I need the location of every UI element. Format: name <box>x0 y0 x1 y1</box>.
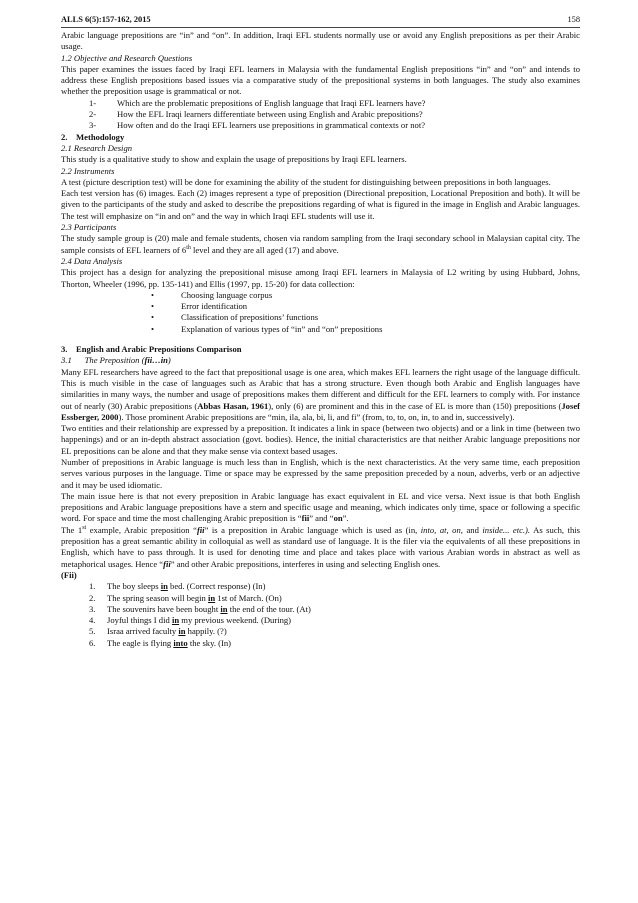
bullet-icon: • <box>151 312 155 323</box>
list-item <box>89 98 580 109</box>
list-text <box>107 581 265 592</box>
section-2-2-text-2: Each test version has (6) images. Each (2) images represent a type of preposition (Directional preposition, Locational Preposition and both). It will be given to the participants of the study and asked to describe the prepositions regarding of what is figured in the image in English and Arabic languages. The test will emphasize on “in and on” and the way in which Iraqi EFL students will use it. <box>61 188 580 221</box>
preposition: in <box>207 592 216 603</box>
list-item <box>89 626 580 637</box>
list-item <box>89 638 580 649</box>
list-text <box>107 593 282 604</box>
text-run: example, Arabic preposition “ <box>86 524 197 535</box>
text-run: on <box>333 513 343 524</box>
list-number: 1. <box>89 581 96 592</box>
section-2-3-heading: 2.3 Participants <box>61 222 117 233</box>
text-run: Joyful things I did <box>107 615 172 626</box>
list-text: Choosing language corpus <box>181 289 273 300</box>
text-run: Israa arrived faculty <box>107 626 179 637</box>
list-item <box>151 301 580 312</box>
fii-label: (Fii) <box>61 569 77 580</box>
examples-list <box>61 581 580 649</box>
text-run: into, at, on, <box>420 524 463 535</box>
list-number: 1- <box>89 97 97 108</box>
text-run: level and they are all aged (17) and above. <box>190 244 339 255</box>
running-header <box>61 14 580 26</box>
list-item <box>151 290 580 301</box>
research-questions-list <box>61 98 580 132</box>
list-item <box>89 615 580 626</box>
header-rule <box>61 27 580 28</box>
section-2-2-heading: 2.2 Instruments <box>61 165 115 176</box>
section-3-1-heading <box>61 355 580 366</box>
list-number: 6. <box>89 637 96 648</box>
section-3-1-text-3: Number of prepositions in Arabic language is much less than in English, which is the next characteristics. At the very same time, each preposition serves various purposes in the language. Time or space may be expressed by the same preposition preceded by a noun, adverbs, verb or an adjective and it may be used idiomatic. <box>61 456 580 490</box>
text-run: The boy sleeps <box>107 581 161 592</box>
preposition: into <box>173 637 188 648</box>
section-2-4-text: This project has a design for analyzing the prepositional misuse among Iraqi EFL learners in Malaysia of L2 writing by using Hubbard, Johns, Thorton, Wheeler (1996, pp. 135-141) and Ellis (1997, pp. 15-20) for data collection: <box>61 267 580 289</box>
intro-paragraph: Arabic language prepositions are “in” and “on”. In addition, Iraqi EFL students normally use or avoid any English prepositions as per their Arabic usage. <box>61 30 580 52</box>
list-item <box>89 109 580 120</box>
bullet-icon: • <box>151 323 155 334</box>
text-run: ” and other Arabic prepositions, interferes in using and selecting English ones. <box>170 558 441 569</box>
list-text: Classification of prepositions’ functions <box>181 312 319 323</box>
text-run: inside... etc.). <box>482 524 531 535</box>
text-run: fii…in <box>144 355 168 366</box>
list-text: Explanation of various types of “in” and “on” prepositions <box>181 323 383 334</box>
paper-page <box>61 14 580 649</box>
list-text <box>107 615 291 626</box>
citation: Abbas Hasan, 1961 <box>197 400 269 411</box>
list-text: How often and do the Iraqi EFL learners use prepositions in grammatical contexts or not? <box>117 120 426 131</box>
section-3-1-text-2: Two entities and their relationship are expressed by a preposition. It indicates a link in space (between two objects) and or a link in time (between two happenings) and or an in-depth abstract association (govt. bodies). Hence, the initial characteristics are that neither Arabic language prepositions nor EL prepositions can be alone and that they make sense via context based usages. <box>61 423 580 456</box>
text-run: As such, this preposition has a great semantic ability in colloquial as well as standard use of language. It is the filer via the equivalents of all these prepositions in English, which have to pass through. It is used for denoting time and place and takes place with various Arabian words in abstract as well as metaphorical usages. Hence “ <box>61 524 581 569</box>
section-2-3-text <box>61 233 580 256</box>
text-run: ), only (6) are prominent and this in the case of EL is more than (150) prepositions ( <box>268 400 562 411</box>
list-text <box>107 638 231 649</box>
text-run: happily. (?) <box>185 626 227 637</box>
list-item <box>151 324 580 335</box>
text-run: the sky. (In) <box>187 637 232 648</box>
text-run: The souvenirs have been bought <box>107 603 221 614</box>
text-run: my previous weekend. (During) <box>179 615 292 626</box>
section-3-heading: 3. English and Arabic Prepositions Comparison <box>61 344 242 355</box>
list-text: Which are the problematic prepositions of English language that Iraqi EFL learners have? <box>117 97 426 108</box>
section-1-2-text: This paper examines the issues faced by Iraqi EFL learners in Malaysia with the fundamental English prepositions “in” and “on” and intends to address these English prepositions based issues via a comparative study of the prepositional systems in both languages. The study also examines whether the preposition usage is grammatical or not. <box>61 63 580 97</box>
data-collection-list <box>61 290 580 335</box>
preposition: in <box>160 581 168 592</box>
list-number: 5. <box>89 626 96 637</box>
section-3-1-text-1 <box>61 367 580 423</box>
citation: Josef Essberger, 2000 <box>61 400 580 422</box>
text-run: 1st of March. (On) <box>215 592 282 603</box>
list-number: 2. <box>89 592 96 603</box>
bullet-icon: • <box>151 301 155 312</box>
section-1-2-heading: 1.2 Objective and Research Questions <box>61 52 193 63</box>
page-number: 158 <box>567 15 580 24</box>
list-text: Error identification <box>181 301 248 312</box>
preposition: in <box>178 626 186 637</box>
list-text: How the EFL Iraqi learners differentiate between using English and Arabic prepositions? <box>117 109 423 120</box>
text-run: fii <box>163 558 171 569</box>
preposition: in <box>220 603 228 614</box>
section-2-2-text-1: A test (picture description test) will be done for examining the ability of the student for distinguishing between prepositions in both languages. <box>61 176 551 187</box>
list-text <box>107 626 227 637</box>
text-run: ” is a preposition in Arabic language which is used as (in, <box>204 524 421 535</box>
preposition: in <box>171 615 180 626</box>
text-run: The 1 <box>61 524 83 535</box>
bullet-icon: • <box>151 289 155 300</box>
text-run: The study sample group is (20) male and female students, chosen via random sampling from the Iraqi secondary school in Malaysian capital city. The sample consists of EFL learners of 6 <box>61 233 580 255</box>
list-number: 3- <box>89 120 97 131</box>
text-run: fii <box>301 513 310 524</box>
section-3-1-text-5 <box>61 525 580 570</box>
text-run: ) <box>167 355 171 366</box>
text-run: and <box>462 524 483 535</box>
section-2-1-heading: 2.1 Research Design <box>61 142 133 153</box>
text-run: fii <box>196 524 205 535</box>
text-run: The main issue here is that not every preposition in Arabic language has exact equivalent in EL and vice versa. Next issue is that both English prepositions and Arabic language prepositions have a stern and specific usage and meaning, which indicates only time, space or following a specific word. For space and time the most challenging Arabic preposition is “ <box>61 490 580 524</box>
section-2-1-text: This study is a qualitative study to show and explain the usage of prepositions by Iraqi EFL learners. <box>61 154 407 165</box>
text-run: The eagle is flying <box>107 637 174 648</box>
section-2-heading: 2. Methodology <box>61 131 125 142</box>
list-item <box>89 604 580 615</box>
list-item <box>151 312 580 323</box>
text-run: The spring season will begin <box>107 592 208 603</box>
list-item <box>89 593 580 604</box>
section-3-1-text-4 <box>61 491 580 525</box>
list-item <box>89 581 580 592</box>
list-item <box>89 120 580 131</box>
text-run: the end of the tour. (At) <box>227 603 311 614</box>
section-2-4-heading: 2.4 Data Analysis <box>61 255 123 266</box>
text-run: ”. <box>342 513 349 524</box>
journal-citation: ALLS 6(5):157-162, 2015 <box>61 15 151 24</box>
list-number: 3. <box>89 603 96 614</box>
list-number: 4. <box>89 615 96 626</box>
text-run: Many EFL researchers have agreed to the fact that prepositional usage is one area, which makes EFL learners the right usage of the language difficult. This is much visible in the case of languages such as Arabic that has a strong structure. Even though both Arabic and English languages have similarities in many ways, the number and usage of prepositions makes them different and difficult for the EFL learners to comply with. For instance out of nearly (30) Arabic prepositions ( <box>61 366 580 411</box>
text-run: bed. (Correct response) (In) <box>167 581 266 592</box>
list-text <box>107 604 311 615</box>
superscript: st <box>82 524 87 531</box>
text-run: ). Those prominent Arabic prepositions are “min, ila, ala, bi, li, and fi” (from, to, to, on, in, to and in, successively). <box>118 411 515 422</box>
list-number: 2- <box>89 109 97 120</box>
superscript: th <box>186 244 191 251</box>
spacer <box>61 335 580 344</box>
text-run: ” and “ <box>309 513 334 524</box>
text-run: 3.1 The Preposition ( <box>61 355 145 366</box>
